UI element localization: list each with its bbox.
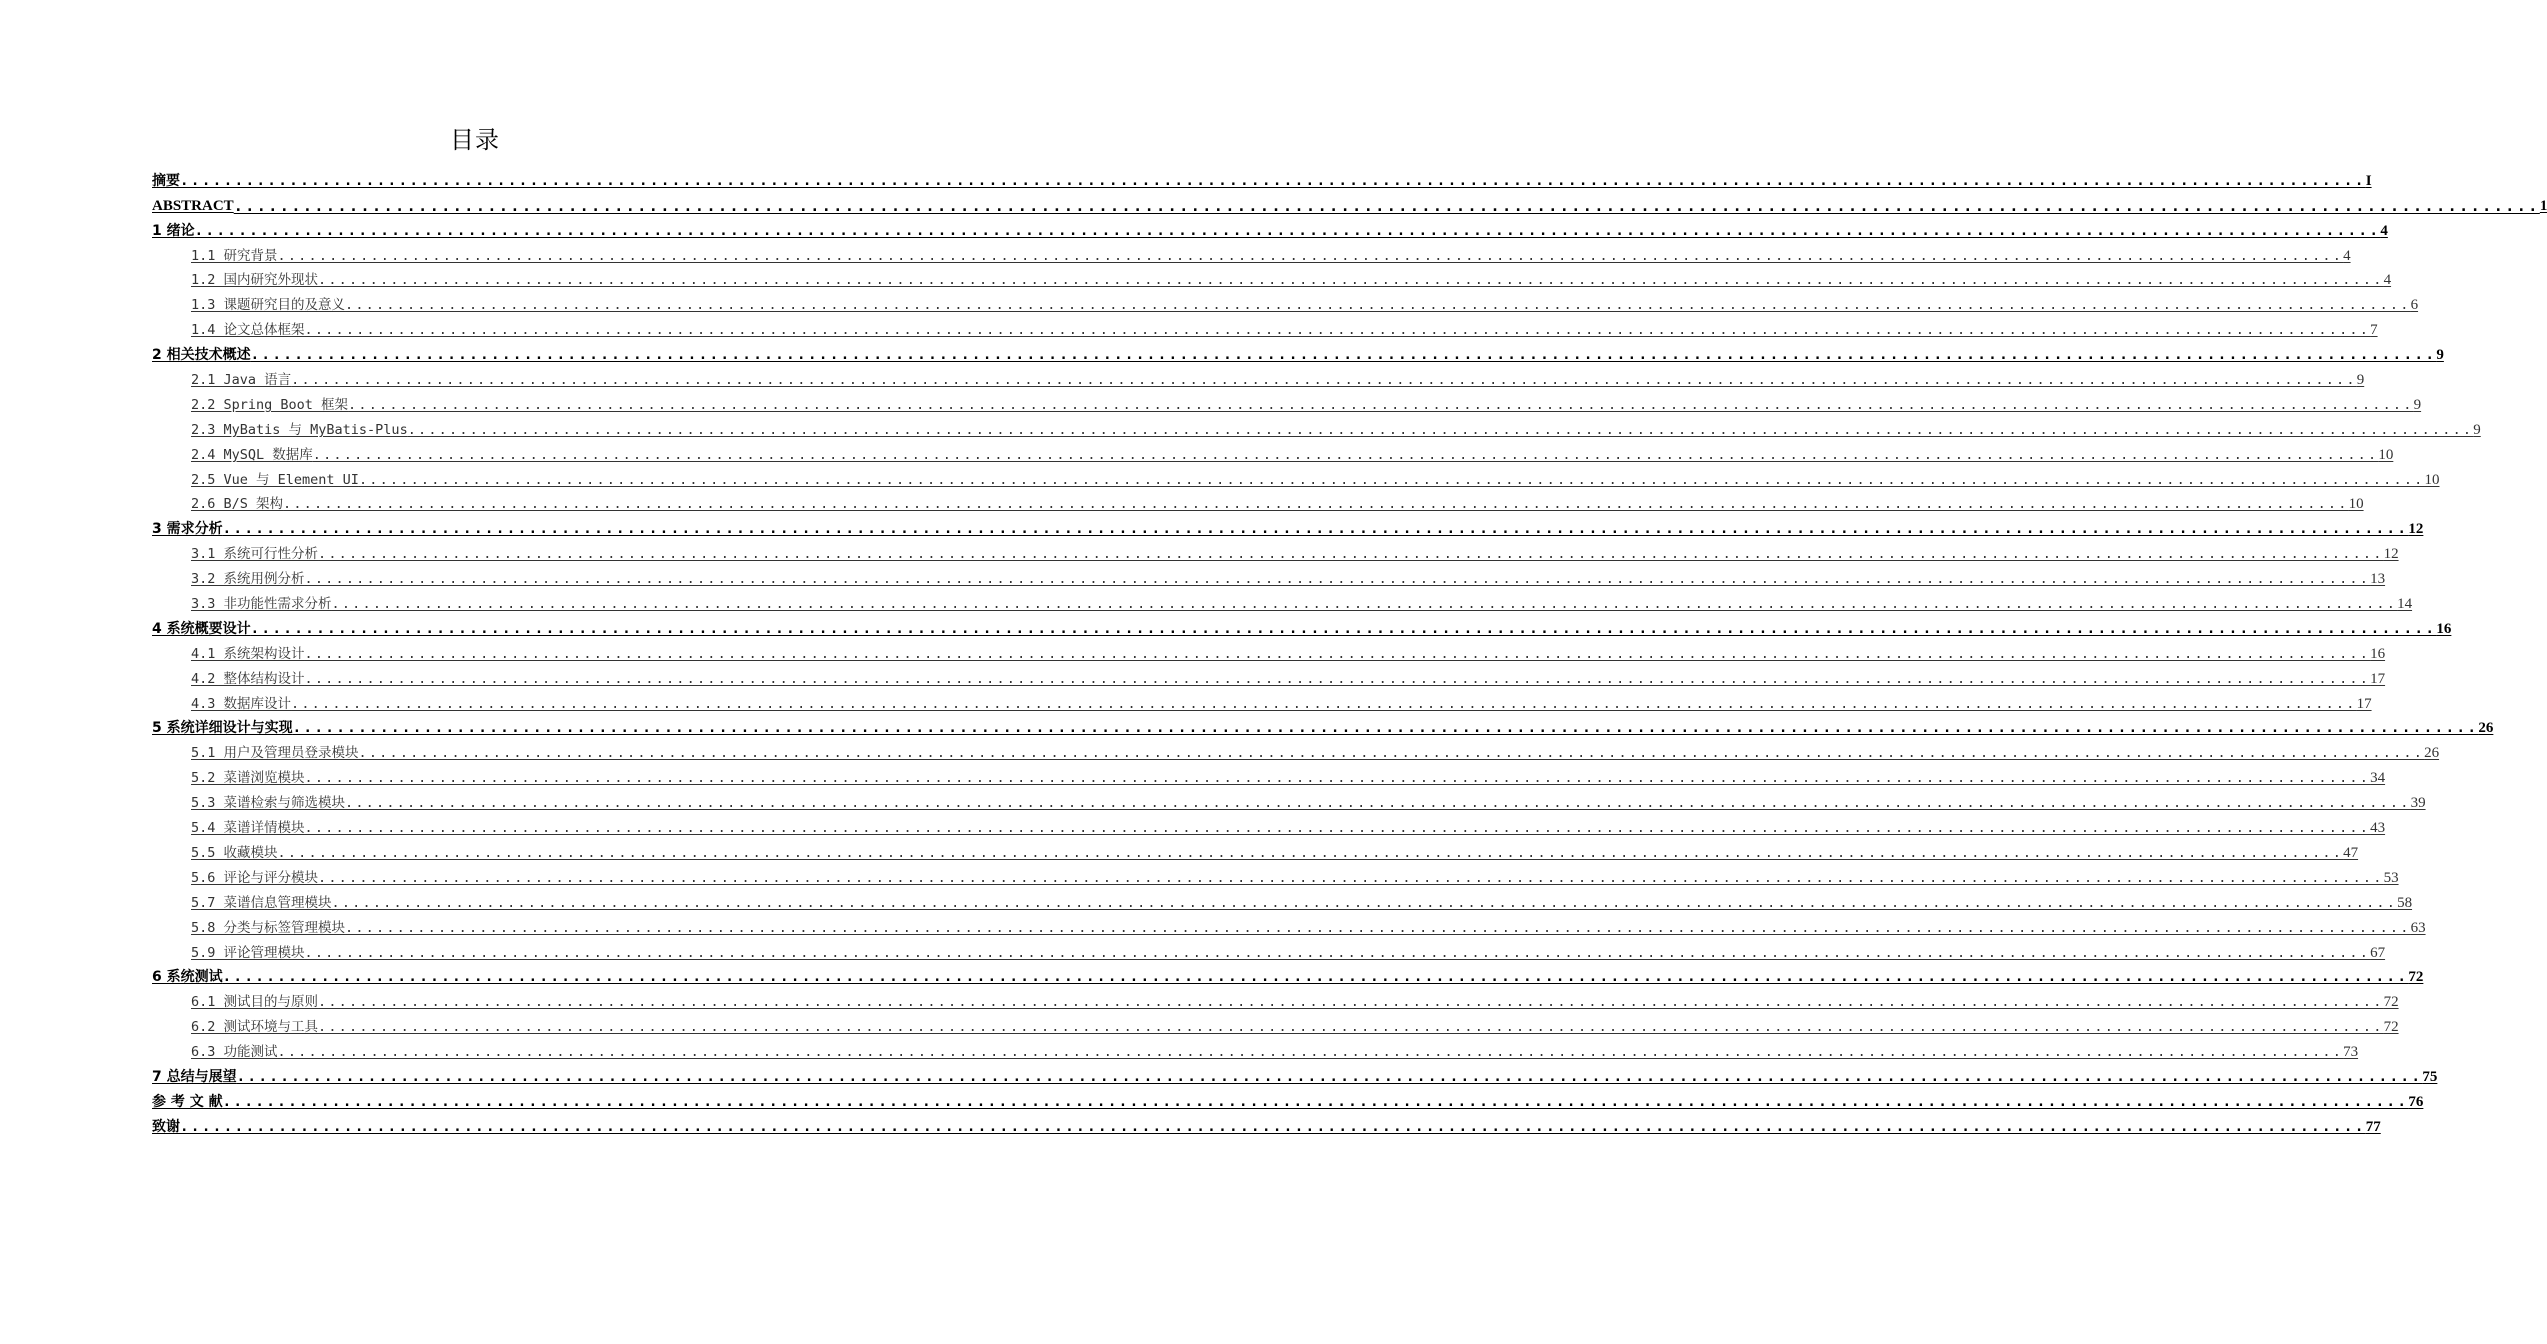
toc-dot-leader: ........................................................................................................................................................................................................ — [233, 196, 2540, 215]
toc-dot-leader: ........................................................................................................................................................................................................ — [180, 1118, 2366, 1135]
toc-entry-section[interactable] — [191, 390, 2422, 415]
toc-entry-title[interactable]: 3.3 非功能性需求分析 — [191, 596, 332, 613]
toc-page-number[interactable]: 77 — [2365, 1118, 2381, 1135]
toc-page-number[interactable]: 67 — [2370, 944, 2386, 961]
toc-page-number[interactable]: 17 — [2356, 695, 2372, 712]
toc-dot-leader: ........................................................................................................................................................................................................ — [292, 720, 2479, 737]
toc-entry-section[interactable] — [191, 365, 2365, 390]
toc-page-number[interactable]: 4 — [2380, 222, 2388, 239]
toc-dot-leader: ........................................................................................................................................................................................................ — [250, 347, 2437, 364]
toc-page-number[interactable]: 9 — [2436, 347, 2444, 364]
toc-entry-section[interactable] — [191, 987, 2399, 1012]
toc-entry-title[interactable]: 1.4 论文总体框架 — [191, 322, 305, 339]
toc-page-number[interactable]: 16 — [2436, 620, 2452, 637]
toc-dot-leader: ........................................................................................................................................................................................................ — [180, 172, 2366, 189]
toc-dot-leader: ........................................................................................................................................................................................................ — [312, 446, 2379, 463]
toc-entry-section[interactable] — [191, 589, 2413, 614]
toc-entry-section[interactable] — [191, 689, 2372, 714]
toc-entry-title[interactable]: 1.3 课题研究目的及意义 — [191, 297, 346, 314]
toc-entry-section[interactable] — [191, 266, 2392, 291]
toc-page-number[interactable]: 26 — [2424, 745, 2440, 762]
toc-entry-section[interactable] — [191, 241, 2351, 266]
toc-entry-title[interactable]: 摘要 — [152, 172, 180, 189]
toc-entry-title[interactable]: 2.5 Vue 与 Element UI — [191, 471, 359, 488]
toc-entry-title[interactable]: 4.2 整体结构设计 — [191, 670, 305, 687]
toc-entry-title[interactable]: 2 相关技术概述 — [152, 347, 251, 364]
toc-dot-leader: ........................................................................................................................................................................................................ — [348, 396, 2414, 413]
toc-entry-section[interactable] — [191, 490, 2364, 515]
toc-entry-title[interactable]: 2.2 Spring Boot 框架 — [191, 396, 349, 413]
toc-page-number[interactable]: 34 — [2370, 770, 2386, 787]
toc-entry-section[interactable] — [191, 664, 2386, 689]
toc-entry-section[interactable] — [191, 539, 2399, 564]
toc-entry-title[interactable]: 参 考 文 献 — [152, 1093, 223, 1110]
toc-entry-title[interactable]: 5.2 菜谱浏览模块 — [191, 770, 305, 787]
toc-entry-title[interactable]: 7 总结与展望 — [152, 1068, 237, 1085]
toc-entry-chapter[interactable] — [152, 514, 2424, 539]
toc-entry-title[interactable]: 5.8 分类与标签管理模块 — [191, 919, 346, 936]
toc-entry-chapter[interactable] — [152, 614, 2452, 639]
toc-dot-leader: ........................................................................................................................................................................................................ — [331, 894, 2398, 911]
toc-entry-title[interactable]: 4 系统概要设计 — [152, 620, 251, 637]
toc-entry-section[interactable] — [191, 938, 2386, 963]
toc-entry-chapter[interactable] — [152, 1087, 2424, 1112]
toc-dot-leader: ........................................................................................................................................................................................................ — [236, 1068, 2423, 1085]
toc-entry-section[interactable] — [191, 290, 2419, 315]
toc-entry-title[interactable]: 5.1 用户及管理员登录模块 — [191, 745, 359, 762]
toc-entry-title[interactable]: 1.1 研究背景 — [191, 247, 278, 264]
toc-page-number[interactable]: 4 — [2343, 247, 2351, 264]
toc-dot-leader: ........................................................................................................................................................................................................ — [407, 421, 2474, 438]
toc-entry-title[interactable]: 1.2 国内研究外现状 — [191, 272, 319, 289]
toc-entry-title[interactable]: 5.4 菜谱详情模块 — [191, 820, 305, 837]
toc-page-number[interactable]: 16 — [2370, 645, 2386, 662]
toc-page-number[interactable]: 13 — [2370, 571, 2386, 588]
toc-dot-leader: ........................................................................................................................................................................................................ — [304, 944, 2371, 961]
toc-page-number[interactable]: 9 — [2356, 372, 2365, 389]
toc-entry-title[interactable]: 2.1 Java 语言 — [191, 372, 292, 389]
toc-page-number[interactable]: 72 — [2408, 969, 2424, 986]
toc-entry-title[interactable]: 5.9 评论管理模块 — [191, 944, 305, 961]
toc-page-number[interactable]: 47 — [2343, 844, 2359, 861]
toc-entry-title[interactable]: 6.3 功能测试 — [191, 1044, 278, 1061]
toc-page-number[interactable]: 73 — [2343, 1044, 2359, 1061]
toc-page-number[interactable]: 39 — [2410, 795, 2426, 812]
toc-entry-title[interactable]: 5.7 菜谱信息管理模块 — [191, 894, 332, 911]
toc-dot-leader: ........................................................................................................................................................................................................ — [318, 546, 2384, 563]
toc-dot-leader: ........................................................................................................................................................................................................ — [318, 272, 2384, 289]
toc-page-number[interactable]: 10 — [2424, 471, 2440, 488]
toc-entry-title[interactable]: 1 绪论 — [152, 222, 195, 239]
toc-page-number[interactable]: 72 — [2383, 994, 2399, 1011]
toc-entry-title[interactable]: 3.1 系统可行性分析 — [191, 546, 319, 563]
toc-page-number[interactable]: 7 — [2370, 322, 2378, 339]
toc-dot-leader: ........................................................................................................................................................................................................ — [222, 1093, 2409, 1110]
toc-entry-title[interactable]: 3.2 系统用例分析 — [191, 571, 305, 588]
toc-page-number[interactable]: 58 — [2397, 894, 2413, 911]
toc-entry-chapter[interactable] — [152, 714, 2494, 739]
toc-entry-section[interactable] — [191, 1012, 2399, 1037]
toc-entry-title[interactable]: 4.3 数据库设计 — [191, 695, 292, 712]
toc-entry-section[interactable] — [191, 465, 2440, 490]
toc-dot-leader: ........................................................................................................................................................................................................ — [304, 670, 2371, 687]
toc-entry-title[interactable]: 2.3 MyBatis 与 MyBatis-Plus — [191, 421, 408, 438]
toc-entry-chapter[interactable] — [152, 1062, 2438, 1087]
toc-dot-leader: ........................................................................................................................................................................................................ — [304, 820, 2371, 837]
toc-page-number[interactable]: 76 — [2408, 1093, 2424, 1110]
toc-entry-section[interactable] — [191, 788, 2426, 813]
toc-entry-title[interactable]: 5.6 评论与评分模块 — [191, 869, 319, 886]
toc-entry-title[interactable]: 6.1 测试目的与原则 — [191, 994, 319, 1011]
toc-entry-title[interactable]: 6 系统测试 — [152, 969, 223, 986]
toc-dot-leader: ........................................................................................................................................................................................................ — [250, 620, 2437, 637]
toc-entry-title[interactable]: 5.3 菜谱检索与筛选模块 — [191, 795, 346, 812]
toc-dot-leader: ........................................................................................................................................................................................................ — [291, 372, 2357, 389]
toc-dot-leader: ........................................................................................................................................................................................................ — [318, 1019, 2384, 1036]
toc-page-number[interactable]: I — [2365, 172, 2372, 189]
toc-entry-title[interactable]: 4.1 系统架构设计 — [191, 645, 305, 662]
toc-entry-title[interactable]: 2.4 MySQL 数据库 — [191, 446, 313, 463]
toc-entry-title[interactable]: 5 系统详细设计与实现 — [152, 720, 293, 737]
toc-dot-leader: ........................................................................................................................................................................................................ — [277, 247, 2344, 264]
toc-dot-leader: ........................................................................................................................................................................................................ — [222, 969, 2409, 986]
toc-dot-leader: ........................................................................................................................................................................................................ — [318, 869, 2384, 886]
toc-page-number[interactable]: 63 — [2410, 919, 2426, 936]
toc-page-number[interactable]: 43 — [2370, 820, 2386, 837]
page-title: 目录 — [450, 126, 500, 154]
toc-dot-leader: ........................................................................................................................................................................................................ — [318, 994, 2384, 1011]
toc-entry-section[interactable] — [191, 763, 2386, 788]
toc-page-number[interactable]: 12 — [2408, 521, 2424, 538]
toc-entry-chapter[interactable] — [152, 216, 2388, 241]
toc-page-number[interactable]: 75 — [2422, 1068, 2438, 1085]
toc-dot-leader: ........................................................................................................................................................................................................ — [345, 297, 2411, 314]
toc-entry-title[interactable]: 6.2 测试环境与工具 — [191, 1019, 319, 1036]
toc-list — [152, 166, 2547, 1137]
toc-entry-section[interactable] — [191, 813, 2386, 838]
toc-page-number[interactable]: 1 — [2539, 197, 2547, 214]
toc-page-number[interactable]: 14 — [2397, 596, 2413, 613]
toc-entry-section[interactable] — [191, 888, 2413, 913]
toc-page-number[interactable]: 9 — [2413, 396, 2422, 413]
toc-entry-section[interactable] — [191, 838, 2359, 863]
toc-dot-leader: ........................................................................................................................................................................................................ — [345, 919, 2411, 936]
toc-entry-chapter[interactable] — [152, 191, 2547, 216]
toc-page-number[interactable]: 4 — [2383, 272, 2392, 289]
toc-entry-title[interactable]: 3 需求分析 — [152, 521, 223, 538]
toc-page-number[interactable]: 12 — [2383, 546, 2399, 563]
toc-page-number[interactable]: 10 — [2348, 496, 2364, 513]
toc-dot-leader: ........................................................................................................................................................................................................ — [283, 496, 2349, 513]
toc-entry-chapter[interactable] — [152, 340, 2444, 365]
toc-dot-leader: ........................................................................................................................................................................................................ — [304, 770, 2371, 787]
toc-entry-section[interactable] — [191, 738, 2440, 763]
toc-dot-leader: ........................................................................................................................................................................................................ — [304, 645, 2371, 662]
toc-dot-leader: ........................................................................................................................................................................................................ — [277, 1044, 2344, 1061]
toc-entry-section[interactable] — [191, 415, 2481, 440]
toc-entry-section[interactable] — [191, 863, 2399, 888]
toc-page-number[interactable]: 6 — [2410, 297, 2419, 314]
toc-entry-title[interactable]: 2.6 B/S 架构 — [191, 496, 284, 513]
toc-entry-chapter[interactable] — [152, 166, 2372, 191]
toc-dot-leader: ........................................................................................................................................................................................................ — [277, 844, 2344, 861]
toc-entry-section[interactable] — [191, 913, 2426, 938]
toc-dot-leader: ........................................................................................................................................................................................................ — [304, 322, 2371, 339]
toc-entry-title[interactable]: ABSTRACT — [152, 197, 234, 214]
toc-entry-section[interactable] — [191, 315, 2378, 340]
toc-entry-section[interactable] — [191, 564, 2386, 589]
toc-page-number[interactable]: 72 — [2383, 1019, 2399, 1036]
toc-page-number[interactable]: 10 — [2378, 446, 2394, 463]
toc-page-number[interactable]: 53 — [2383, 869, 2399, 886]
toc-entry-section[interactable] — [191, 639, 2386, 664]
toc-page-number[interactable]: 9 — [2473, 421, 2481, 438]
toc-dot-leader: ........................................................................................................................................................................................................ — [222, 521, 2409, 538]
toc-dot-leader: ........................................................................................................................................................................................................ — [345, 795, 2411, 812]
toc-dot-leader: ........................................................................................................................................................................................................ — [304, 571, 2371, 588]
toc-entry-section[interactable] — [191, 1037, 2359, 1062]
toc-entry-title[interactable]: 致谢 — [152, 1118, 180, 1135]
toc-entry-chapter[interactable] — [152, 1112, 2381, 1137]
toc-entry-title[interactable]: 5.5 收藏模块 — [191, 844, 278, 861]
toc-entry-chapter[interactable] — [152, 963, 2424, 988]
toc-dot-leader: ........................................................................................................................................................................................................ — [358, 471, 2425, 488]
toc-entry-section[interactable] — [191, 440, 2394, 465]
toc-dot-leader: ........................................................................................................................................................................................................ — [291, 695, 2357, 712]
toc-page-number[interactable]: 26 — [2478, 720, 2494, 737]
toc-dot-leader: ........................................................................................................................................................................................................ — [194, 222, 2381, 239]
toc-page-number[interactable]: 17 — [2370, 670, 2386, 687]
toc-dot-leader: ........................................................................................................................................................................................................ — [358, 745, 2425, 762]
toc-dot-leader: ........................................................................................................................................................................................................ — [331, 596, 2398, 613]
